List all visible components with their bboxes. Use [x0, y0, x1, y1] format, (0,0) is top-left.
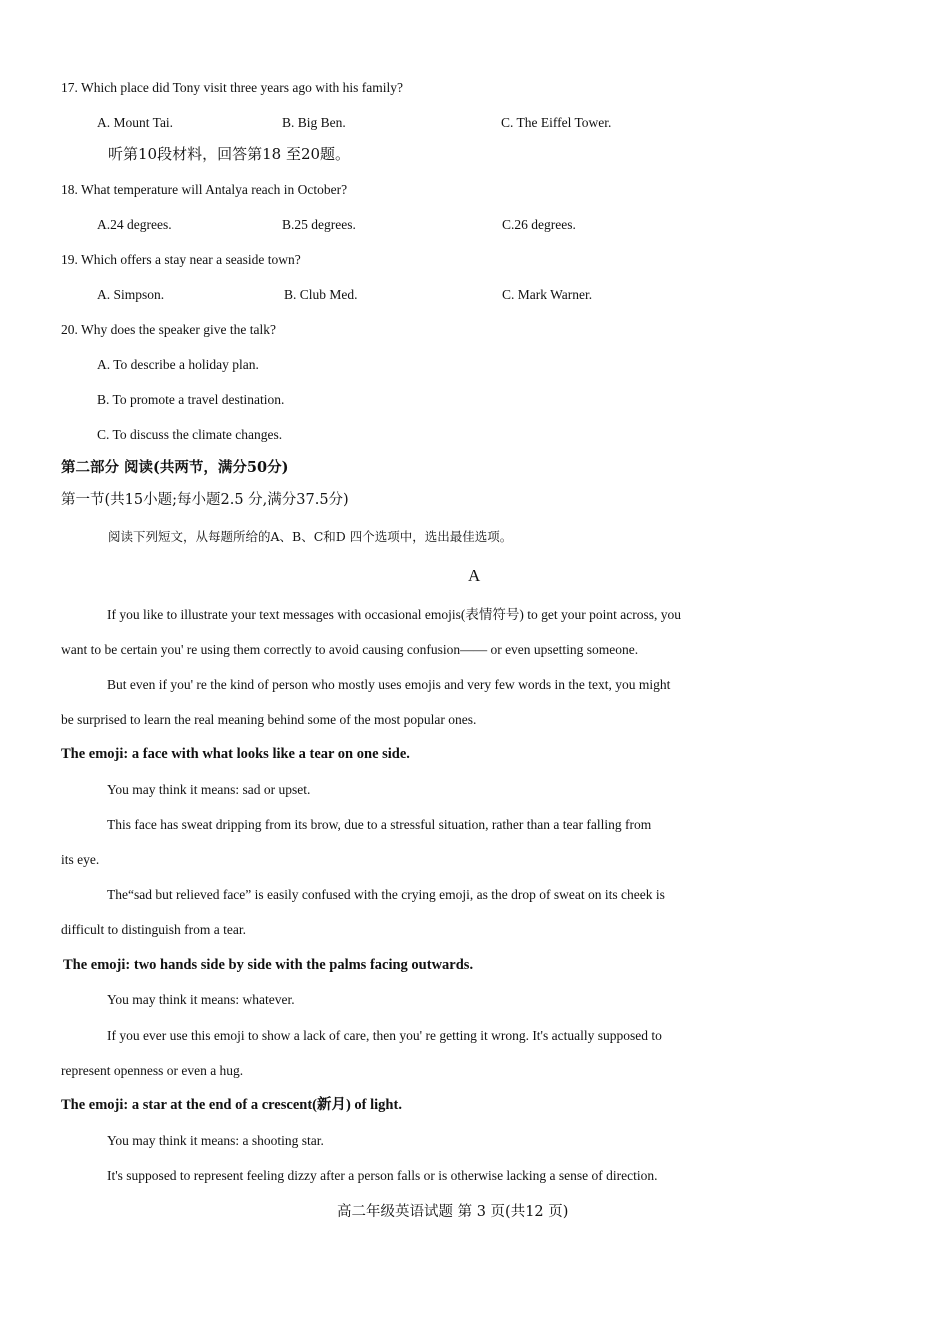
question-17-option-b: B. Big Ben.	[282, 115, 346, 130]
question-18-option-b: B.25 degrees.	[282, 217, 356, 232]
question-19-option-a: A. Simpson.	[97, 287, 165, 302]
question-17-stem: 17. Which place did Tony visit three years ago with his family?	[61, 80, 403, 95]
paragraph-line: be surprised to learn the real meaning behind some of the most popular ones.	[61, 712, 477, 727]
emoji-heading: The emoji: a face with what looks like a tear on one side.	[61, 746, 410, 762]
paragraph-line: represent openness or even a hug.	[61, 1063, 244, 1078]
reading-instruction: 阅读下列短文，从每题所给的A、B、C和D 四个选项中，选出最佳选项。	[108, 529, 513, 544]
question-19-option-b: B. Club Med.	[284, 287, 358, 302]
paragraph-line: You may think it means: sad or upset.	[107, 782, 311, 797]
question-20-option-a: A. To describe a holiday plan.	[97, 357, 259, 372]
question-18-option-a: A.24 degrees.	[97, 217, 172, 232]
question-17-option-a: A. Mount Tai.	[97, 115, 174, 130]
part2-heading: 第二部分 阅读(共两节，满分50分)	[61, 459, 289, 476]
paragraph-line: The“sad but relieved face” is easily confused with the crying emoji, as the drop of sweat on its cheek is	[107, 887, 665, 902]
paragraph-line: It's supposed to represent feeling dizzy after a person falls or is otherwise lacking a sense of direction.	[107, 1168, 658, 1183]
section1-heading: 第一节(共15小题;每小题2.5 分,满分37.5分)	[61, 492, 349, 508]
question-19-stem: 19. Which offers a stay near a seaside town?	[61, 252, 301, 267]
question-20-option-c: C. To discuss the climate changes.	[97, 427, 283, 442]
paragraph-line: You may think it means: a shooting star.	[107, 1133, 324, 1148]
paragraph-line: But even if you' re the kind of person who mostly uses emojis and very few words in the text, you might	[107, 677, 671, 692]
emoji-heading: The emoji: two hands side by side with the palms facing outwards.	[63, 957, 474, 973]
question-18-option-c: C.26 degrees.	[502, 217, 576, 232]
page-footer: 高二年级英语试题 第 3 页(共12 页)	[337, 1204, 569, 1220]
paragraph-line: its eye.	[61, 852, 100, 867]
question-18-stem: 18. What temperature will Antalya reach in October?	[61, 182, 348, 197]
paragraph-line: You may think it means: whatever.	[107, 992, 295, 1007]
paragraph-line: If you like to illustrate your text messages with occasional emojis(表情符号) to get your point across, you	[107, 607, 682, 622]
paragraph-line: want to be certain you' re using them correctly to avoid causing confusion—— or even upsetting someone.	[61, 642, 639, 657]
emoji-heading: The emoji: a star at the end of a crescent(新月) of light.	[61, 1097, 402, 1113]
passage-title: A	[468, 566, 481, 585]
question-19-option-c: C. Mark Warner.	[502, 287, 593, 302]
question-17-option-c: C. The Eiffel Tower.	[501, 115, 612, 130]
listening-instruction: 听第10段材料，回答第18 至20题。	[108, 145, 351, 163]
question-20-option-b: B. To promote a travel destination.	[97, 392, 285, 407]
paragraph-line: difficult to distinguish from a tear.	[61, 922, 246, 937]
paragraph-line: If you ever use this emoji to show a lack of care, then you' re getting it wrong. It's actually supposed to	[107, 1028, 662, 1043]
paragraph-line: This face has sweat dripping from its brow, due to a stressful situation, rather than a tear falling from	[107, 817, 652, 832]
question-20-stem: 20. Why does the speaker give the talk?	[61, 322, 276, 337]
